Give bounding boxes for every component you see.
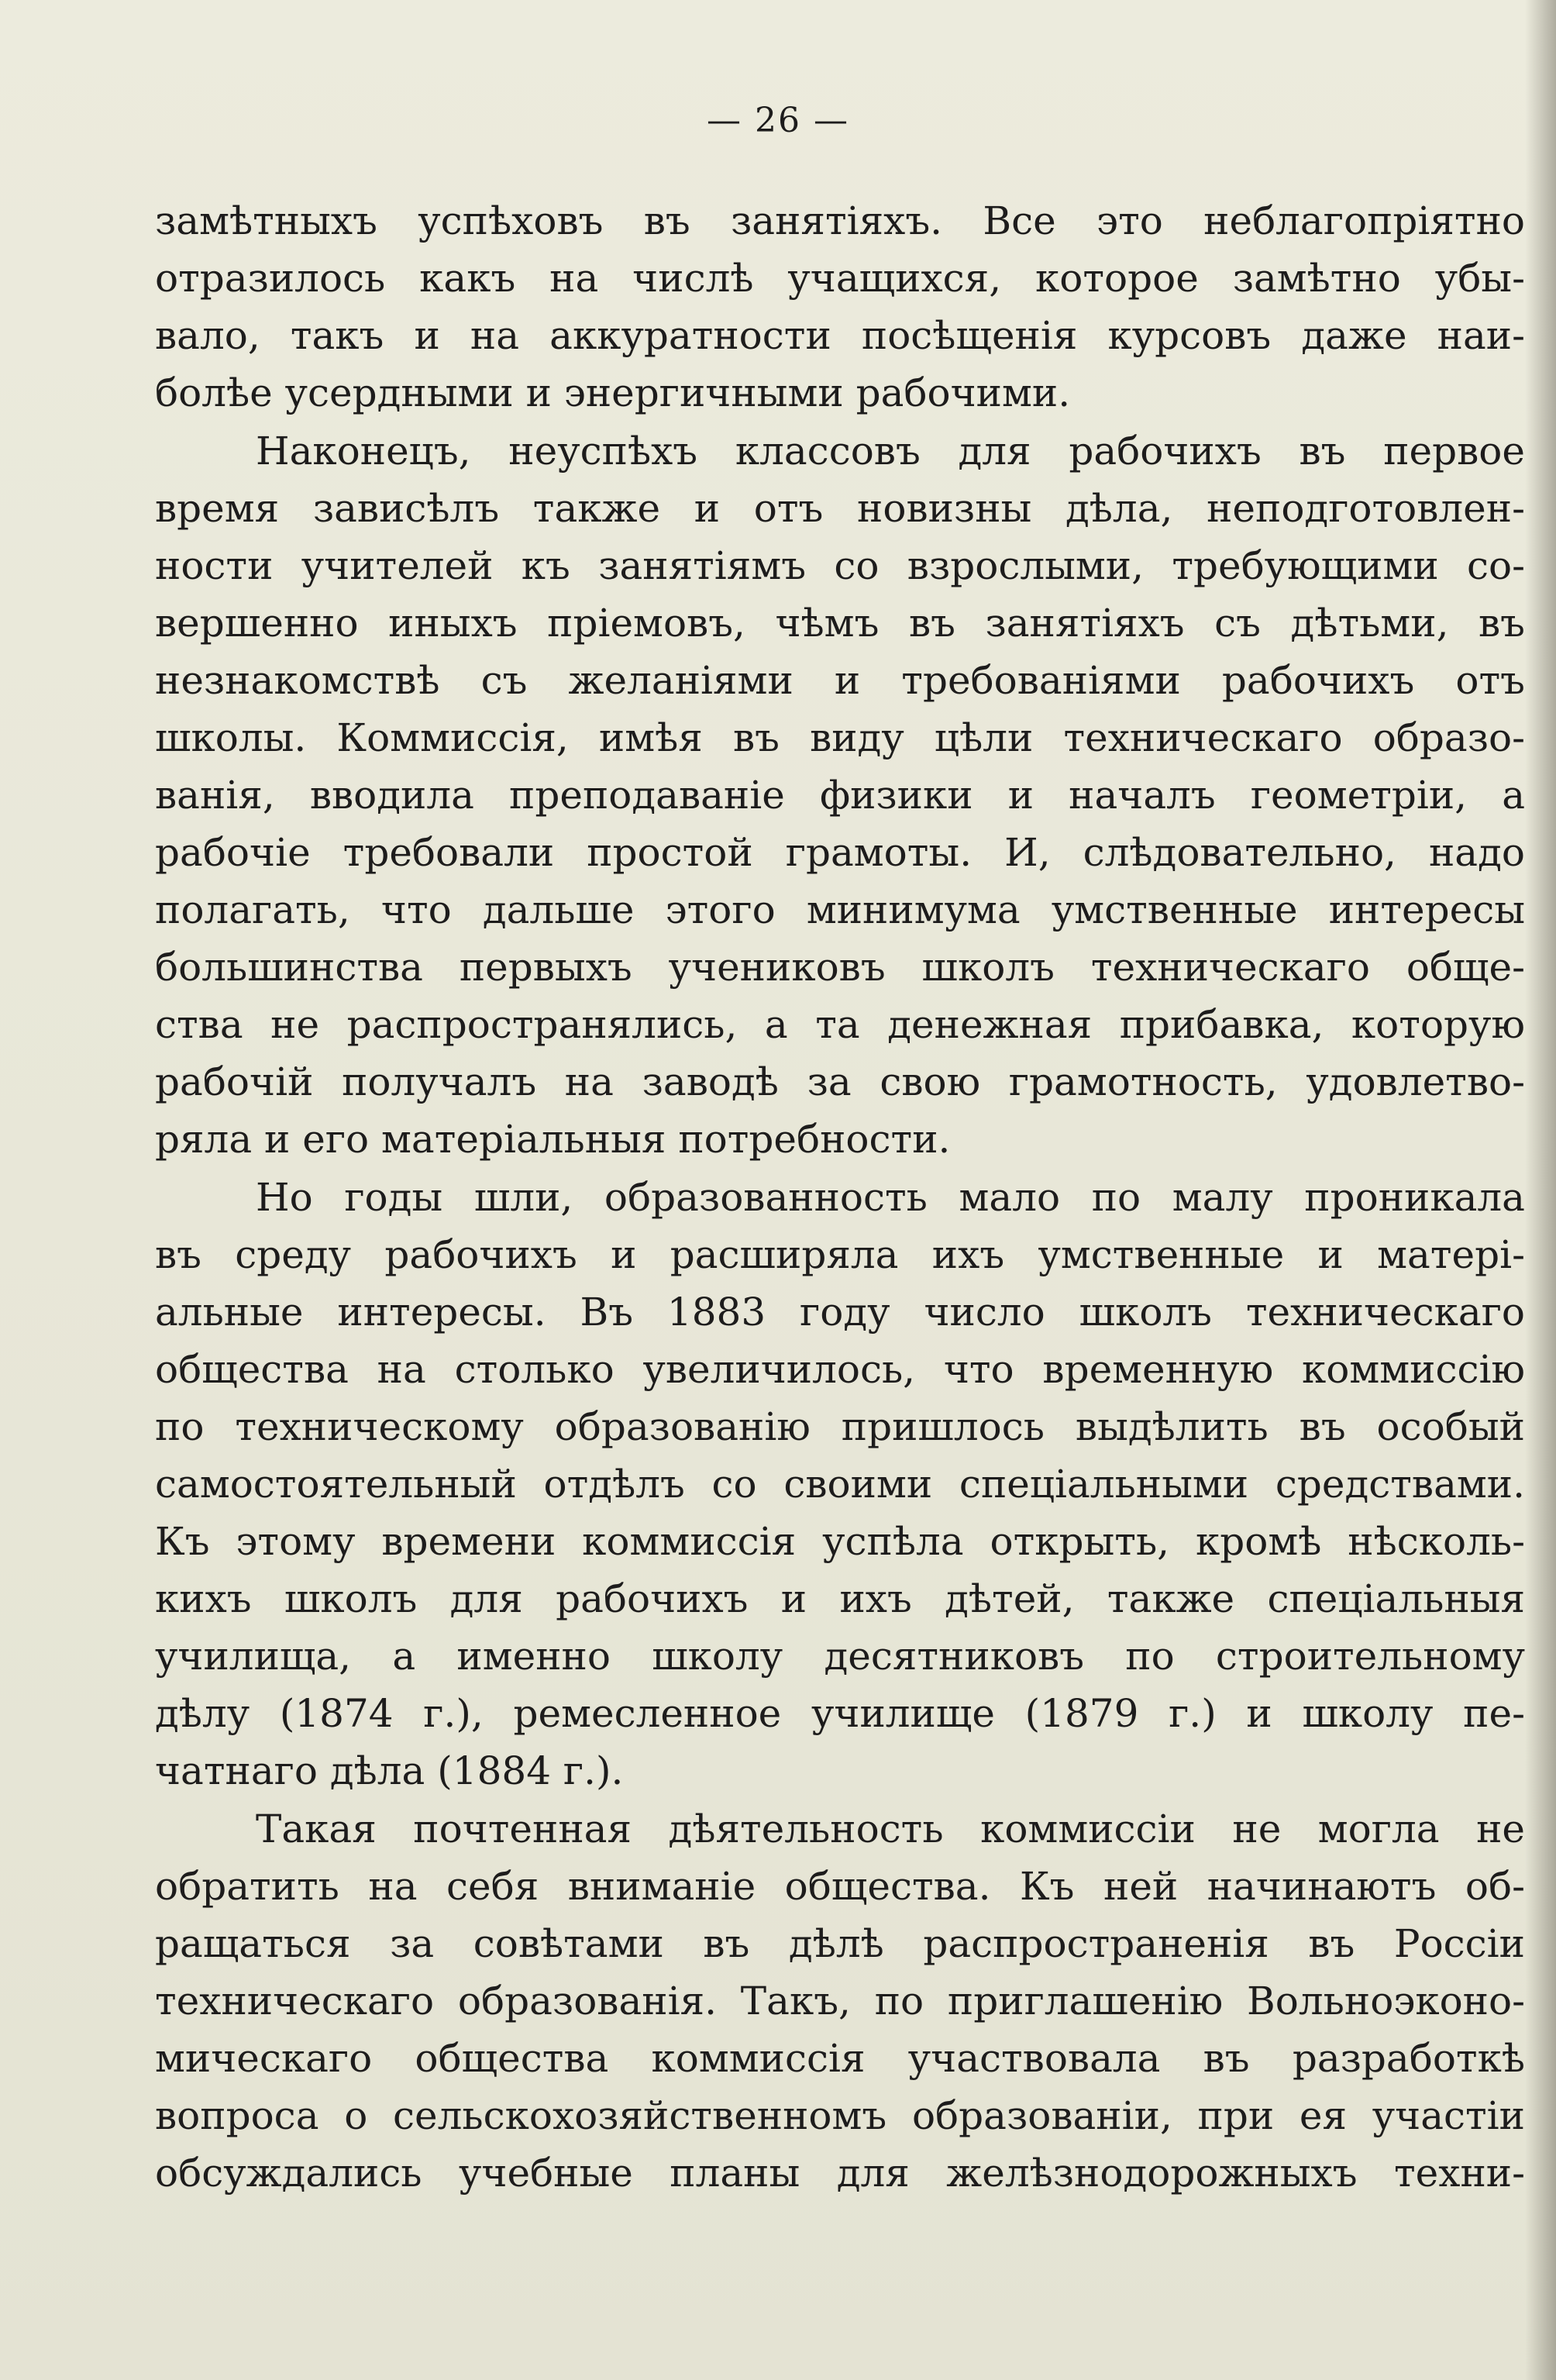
text-line: дѣлу (1874 г.), ремесленное училище (1879 г.) и школу пе- — [155, 1691, 1525, 1736]
text-line: школы. Коммиссія, имѣя въ виду цѣли техническаго образо- — [155, 715, 1525, 760]
text-line: Къ этому времени коммиссія успѣла открыть, кромѣ нѣсколь- — [155, 1519, 1525, 1564]
text-line: мическаго общества коммиссія участвовала въ разработкѣ — [155, 2036, 1525, 2081]
text-line: вершенно иныхъ пріемовъ, чѣмъ въ занятіяхъ съ дѣтьми, въ — [155, 601, 1525, 646]
paragraph-start-line: Наконецъ, неуспѣхъ классовъ для рабочихъ въ первое — [256, 429, 1525, 474]
text-line: обратить на себя вниманіе общества. Къ ней начинаютъ об- — [155, 1864, 1525, 1909]
text-line: ства не распространялись, а та денежная прибавка, которую — [155, 1002, 1525, 1047]
text-line: кихъ школъ для рабочихъ и ихъ дѣтей, также спеціальныя — [155, 1576, 1525, 1621]
text-line: техническаго образованія. Такъ, по приглашенію Вольноэконо- — [155, 1979, 1525, 2024]
text-line: обсуждались учебные планы для желѣзнодорожныхъ техни- — [155, 2151, 1525, 2196]
text-line: ности учителей къ занятіямъ со взрослыми, требующими со- — [155, 543, 1525, 588]
text-line: замѣтныхъ успѣховъ въ занятіяхъ. Все это неблагопріятно — [155, 198, 1525, 243]
text-line: вопроса о сельскохозяйственномъ образованіи, при ея участіи — [155, 2093, 1525, 2138]
text-line: болѣе усердными и энергичными рабочими. — [155, 370, 1071, 415]
page-number: — 26 — — [707, 101, 849, 140]
text-line: ращаться за совѣтами въ дѣлѣ распространенія въ Россіи — [155, 1921, 1525, 1966]
text-line: время зависѣлъ также и отъ новизны дѣла, неподготовлен- — [155, 486, 1525, 531]
text-line: ванія, вводила преподаваніе физики и началъ геометріи, а — [155, 773, 1525, 818]
text-line: училища, а именно школу десятниковъ по строительному — [155, 1634, 1525, 1679]
paragraph-start-line: Но годы шли, образованность мало по малу проникала — [256, 1175, 1525, 1220]
text-line: по техническому образованію пришлось выдѣлить въ особый — [155, 1404, 1525, 1449]
text-line: незнакомствѣ съ желаніями и требованіями рабочихъ отъ — [155, 658, 1525, 703]
paragraph-start-line: Такая почтенная дѣятельность коммиссіи не могла не — [256, 1807, 1525, 1851]
text-line: чатнаго дѣла (1884 г.). — [155, 1748, 624, 1793]
text-line: вало, такъ и на аккуратности посѣщенія курсовъ даже наи- — [155, 313, 1525, 358]
text-line: альные интересы. Въ 1883 году число школъ техническаго — [155, 1290, 1525, 1335]
text-line: въ среду рабочихъ и расширяла ихъ умственные и матері- — [155, 1232, 1525, 1277]
page-edge-shadow — [1525, 0, 1556, 2380]
text-line: самостоятельный отдѣлъ со своими спеціальными средствами. — [155, 1462, 1525, 1507]
text-line: большинства первыхъ учениковъ школъ техническаго обще- — [155, 945, 1525, 990]
text-line: рабочій получалъ на заводѣ за свою грамотность, удовлетво- — [155, 1059, 1525, 1104]
text-line: полагать, что дальше этого минимума умственные интересы — [155, 887, 1525, 932]
text-line: рабочіе требовали простой грамоты. И, слѣдовательно, надо — [155, 830, 1525, 875]
text-line: общества на столько увеличилось, что временную коммиссію — [155, 1347, 1525, 1392]
text-line: ряла и его матеріальныя потребности. — [155, 1117, 951, 1162]
text-line: отразилось какъ на числѣ учащихся, которое замѣтно убы- — [155, 256, 1525, 301]
